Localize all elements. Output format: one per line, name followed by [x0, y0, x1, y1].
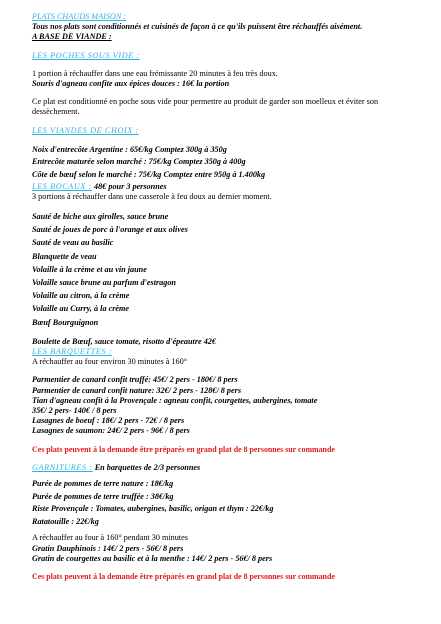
garniture-item: Ratatouille : 22€/kg: [32, 516, 99, 526]
garniture-gratin-item: Gratin Dauphinois : 14€/ 2 pers - 56€/ 8 pers: [32, 543, 184, 553]
intro-text: Tous nos plats sont conditionnés et cuisinés de façon à ce qu'ils puissent être réchauffés aisément.: [32, 22, 363, 32]
bocaux-price: 48€ pour 3 personnes: [91, 181, 167, 191]
garnitures-subtitle: En barquettes de 2/3 personnes: [92, 462, 201, 472]
bocal-item: Sauté de joues de porc à l'orange et aux olives: [32, 225, 188, 235]
barquettes-warning: Ces plats peuvent à la demande être préparés en grand plat de 8 personnes sur commande: [32, 444, 335, 454]
bocal-item: Sauté de biche aux girolles, sauce brune: [32, 212, 169, 222]
bocal-item: Blanquette de veau: [32, 251, 97, 261]
garniture-item: Purée de pommes de terre nature : 18€/kg: [32, 479, 174, 489]
barquette-item: Parmentier de canard confit truffé: 45€/ 2 pers - 180€/ 8 pers: [32, 375, 238, 385]
bocal-item: Volaille à la crème et au vin jaune: [32, 264, 147, 274]
viande-item: Côte de bœuf selon le marché : 75€/kg Comptez entre 950g à 1.400kg: [32, 170, 266, 180]
bocaux-heading: [32, 182, 419, 192]
garnitures-heading: [32, 463, 419, 473]
bocal-item: Volaille sauce brune au parfum d'estragon: [32, 278, 176, 288]
barquette-item: Tian d'agneau confit à la Provençale : agneau confit, courgettes, aubergines, tomate: [32, 395, 318, 405]
garnitures-warning: Ces plats peuvent à la demande être préparés en grand plat de 8 personnes sur commande: [32, 572, 335, 582]
section-title-bocaux: LES BOCAUX :: [32, 181, 92, 191]
poches-note: Ce plat est conditionné en poche sous vide pour permettre au produit de garder son moelleux et éviter son dessèchement.: [32, 97, 379, 117]
garniture-item: Purée de pommes de terre truffée : 38€/kg: [32, 491, 174, 501]
barquette-item: Lasagnes de boeuf : 18€/ 2 pers - 72€ / 8 pers: [32, 416, 185, 426]
poches-item: Souris d'agneau confite aux épices douces : 16€ la portion: [32, 79, 230, 89]
section-title-garnitures: GARNITURES :: [32, 462, 93, 472]
barquette-item: 35€/ 2 pers- 140€ / 8 pers: [32, 406, 117, 416]
section-title-poches: LES POCHES SOUS VIDE :: [32, 50, 140, 60]
barquette-item: Lasagnes de saumon: 24€/ 2 pers - 96€ / 8 pers: [32, 426, 190, 436]
garniture-item: Riste Provençale : Tomates, aubergines, basilic, origan et thym : 22€/kg: [32, 504, 274, 514]
garniture-gratin-item: Gratin de courgettes au basilic et à la menthe : 14€/ 2 pers - 56€/ 8 pers: [32, 553, 273, 563]
section-title-plats-chauds: PLATS CHAUDS MAISON :: [32, 12, 127, 21]
bocaux-instruction: 3 portions à réchauffer dans une casserole à feu doux au dernier moment.: [32, 191, 272, 201]
bocal-item: Volaille au Curry, à la crème: [32, 304, 130, 314]
section-title-viandes: LES VIANDES DE CHOIX :: [32, 125, 139, 135]
poches-instruction: 1 portion à réchauffer dans une eau frémissante 20 minutes à feu très doux.: [32, 68, 278, 78]
bocal-item: Bœuf Bourguignon: [32, 317, 99, 327]
bocal-item: Volaille au citron, à la crème: [32, 291, 130, 301]
viande-item: Entrecôte maturée selon marché : 75€/kg Comptez 350g à 400g: [32, 157, 246, 167]
bocaux-extra-item: Boulette de Bœuf, sauce tomate, risotto d'épeautre 42€: [32, 336, 216, 346]
barquette-item: Parmentier de canard confit nature: 32€/ 2 pers - 128€/ 8 pers: [32, 385, 242, 395]
section-title-barquettes: LES BARQUETTES :: [32, 347, 113, 357]
viande-item: Noix d'entrecôte Argentine : 65€/kg Comptez 300g à 350g: [32, 144, 227, 154]
barquettes-instruction: A réchauffer au four environ 30 minutes à 160°: [32, 357, 187, 367]
bocal-item: Sauté de veau au basilic: [32, 238, 114, 248]
base-viande-heading: A BASE DE VIANDE :: [32, 32, 112, 42]
garnitures-instruction: A réchauffer au four à 160° pendant 30 minutes: [32, 533, 188, 543]
